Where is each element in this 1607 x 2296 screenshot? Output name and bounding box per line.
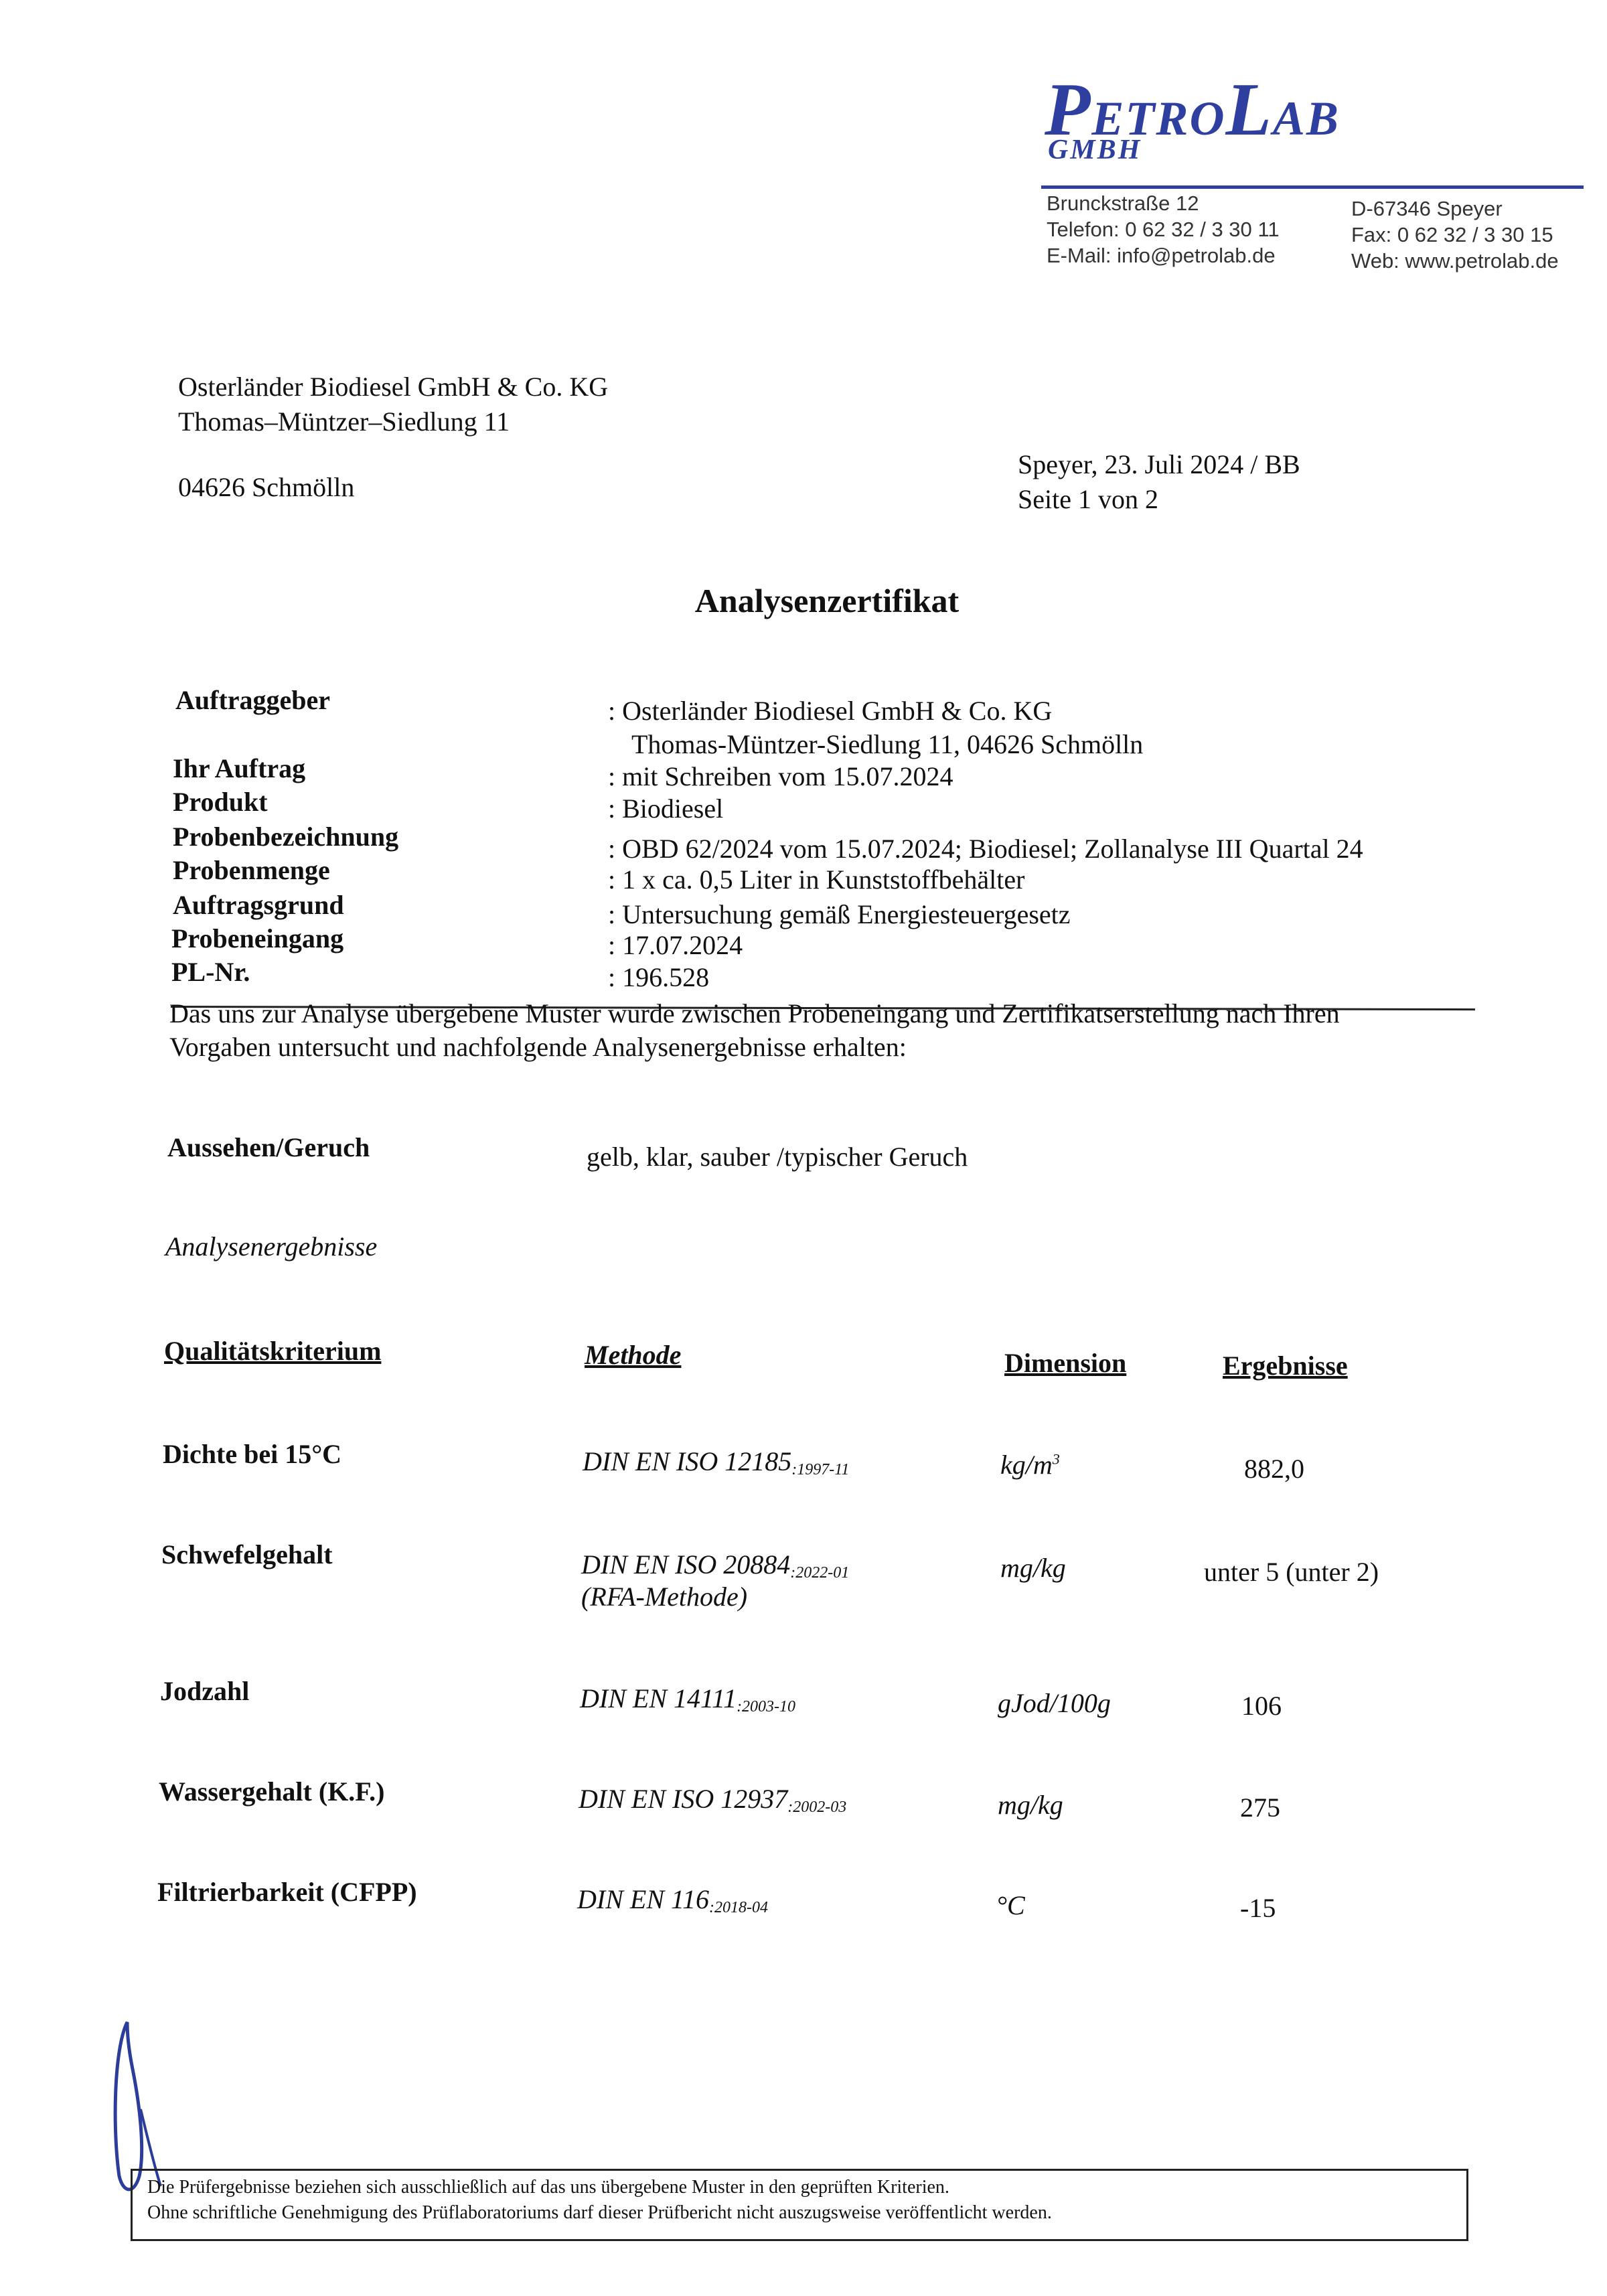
result-method-main: DIN EN ISO 12937 [579,1784,788,1814]
logo-gmbh: GMBH [1048,135,1142,165]
result-method-dichte [583,1445,849,1482]
result-value-cfpp: -15 [1240,1893,1276,1923]
disclaimer-line2: Ohne schriftliche Genehmigung des Prüflaboratoriums darf dieser Prüfbericht nicht auszugsweise veröffentlicht werden. [147,2202,1052,2223]
order-label-produkt: Produkt [173,787,268,817]
order-value-pl-nr: : 196.528 [608,962,710,992]
order-value-probenmenge: : 1 x ca. 0,5 Liter in Kunststoffbehälter [608,864,1025,895]
appearance-value: gelb, klar, sauber /typischer Geruch [587,1142,968,1172]
letterhead-street: Brunckstraße 12 [1047,192,1199,215]
letterhead-phone: Telefon: 0 62 32 / 3 30 11 [1047,218,1280,241]
result-method-main: DIN EN ISO 12185 [583,1446,792,1476]
result-dimension-jodzahl: gJod/100g [998,1688,1111,1718]
date-line: Speyer, 23. Juli 2024 / BB [1018,449,1300,479]
recipient-street: Thomas–Müntzer–Siedlung 11 [178,406,510,437]
header-method: Methode [585,1340,682,1370]
document-title: Analysenzertifikat [694,582,960,619]
order-value-auftragsgrund: : Untersuchung gemäß Energiesteuergesetz [608,899,1071,929]
result-method-wasser [579,1782,846,1820]
logo-letter-l: L [1225,68,1273,151]
order-value-probeneingang: : 17.07.2024 [608,930,743,960]
result-method-edition: :2022-01 [790,1564,850,1582]
result-criterion-schwefel: Schwefelgehalt [161,1539,333,1570]
logo-letter-p: P [1045,68,1092,151]
result-method-edition: :2002-03 [787,1798,847,1816]
logo-letters-ab: AB [1272,92,1340,145]
result-method-cfpp [577,1883,768,1920]
order-value-produkt: : Biodiesel [608,793,724,824]
dimension-exponent: 3 [1052,1450,1060,1468]
order-value-auftraggeber: : Osterländer Biodiesel GmbH & Co. KG [608,696,1053,726]
intro-text-line1: Das uns zur Analyse übergebene Muster wurde zwischen Probeneingang und Zertifikatserstellung nach Ihren [169,998,1340,1028]
order-value-address: Thomas-Müntzer-Siedlung 11, 04626 Schmölln [631,729,1144,759]
result-value-dichte: 882,0 [1244,1454,1304,1484]
dimension-unit: kg/m [1000,1450,1053,1480]
result-criterion-jodzahl: Jodzahl [160,1676,250,1706]
header-dimension: Dimension [1004,1348,1127,1378]
page-number: Seite 1 von 2 [1018,484,1158,514]
result-value-wasser: 275 [1240,1792,1280,1823]
result-method-jodzahl [580,1682,795,1719]
result-criterion-dichte: Dichte bei 15°C [163,1439,342,1469]
letterhead-contact-right [1351,196,1559,274]
result-criterion-cfpp: Filtrierbarkeit (CFPP) [157,1877,417,1907]
logo-letters-etro: ETRO [1091,92,1226,145]
result-dimension-wasser: mg/kg [998,1790,1063,1820]
recipient-city: 04626 Schmölln [178,472,355,502]
result-method-edition: :2003-10 [737,1698,796,1715]
result-dimension-dichte [1000,1449,1060,1480]
result-dimension-schwefel: mg/kg [1000,1553,1066,1583]
header-result: Ergebnisse [1223,1351,1348,1381]
disclaimer-line1: Die Prüfergebnisse beziehen sich ausschließlich auf das uns übergebene Muster in den geprüften Kriterien. [147,2177,949,2198]
order-label-auftrag: Ihr Auftrag [173,753,306,783]
order-value-probenbezeichnung: : OBD 62/2024 vom 15.07.2024; Biodiesel; Zollanalyse III Quartal 24 [608,834,1363,864]
order-label-auftragsgrund: Auftragsgrund [173,890,344,920]
result-method-edition: :1997-11 [791,1461,850,1478]
intro-text-line2: Vorgaben untersucht und nachfolgende Analysenergebnisse erhalten: [169,1032,907,1062]
order-label-pl-nr: PL-Nr. [171,957,250,987]
letterhead-web: Web: www.petrolab.de [1351,249,1559,273]
order-label-auftraggeber: Auftraggeber [175,685,331,715]
order-value-auftrag: : mit Schreiben vom 15.07.2024 [608,761,953,791]
header-criterion: Qualitätskriterium [164,1336,382,1366]
result-method-note-schwefel: (RFA-Methode) [581,1582,748,1612]
result-method-edition: :2018-04 [709,1899,769,1916]
letterhead-email: E-Mail: info@petrolab.de [1047,244,1276,267]
result-method-main: DIN EN ISO 20884 [581,1549,791,1580]
letterhead-rule [1041,185,1584,189]
order-label-probenbezeichnung: Probenbezeichnung [173,822,399,852]
result-dimension-cfpp: °C [996,1890,1025,1920]
appearance-label: Aussehen/Geruch [167,1132,370,1162]
order-label-probeneingang: Probeneingang [171,923,344,953]
result-criterion-wasser: Wassergehalt (K.F.) [159,1776,385,1807]
recipient-name: Osterländer Biodiesel GmbH & Co. KG [178,372,609,402]
order-label-probenmenge: Probenmenge [173,855,330,885]
result-method-main: DIN EN 116 [577,1884,710,1914]
letterhead-contact-left [1047,190,1280,269]
results-heading: Analysenergebnisse [165,1231,378,1261]
result-value-jodzahl: 106 [1241,1691,1282,1721]
letterhead-fax: Fax: 0 62 32 / 3 30 15 [1351,223,1553,246]
result-value-schwefel: unter 5 (unter 2) [1204,1557,1379,1587]
letterhead-city: D-67346 Speyer [1351,197,1503,220]
result-method-main: DIN EN 14111 [580,1683,737,1713]
